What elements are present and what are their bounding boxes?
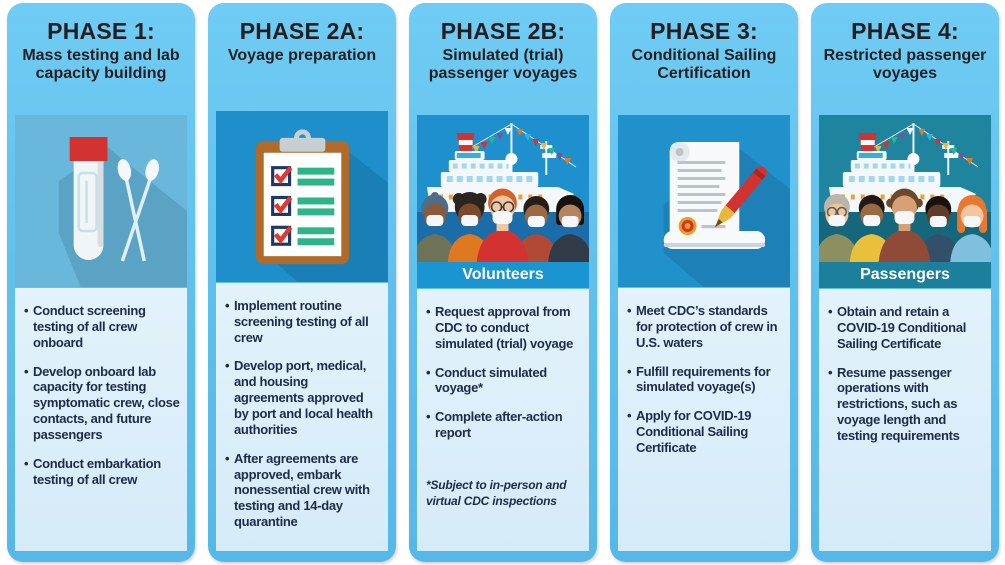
phase-2b-header (409, 3, 597, 115)
phase-2b-column (409, 3, 597, 562)
phase-4-header (811, 3, 999, 115)
phase-2a-bullet-list (225, 298, 381, 543)
bullet-item: • Fulfill requirements for simulated voyage(s) (627, 364, 783, 396)
cruise-ship-volunteers-icon (417, 115, 589, 262)
phase-2b-icon-box (417, 115, 589, 262)
phase-2a-icon-box (216, 111, 388, 282)
phase-subtitle: Simulated (trial) passenger voyages (428, 47, 578, 83)
certificate-and-pen-icon (618, 115, 790, 287)
bullet-item: • Develop port, medical, and housing agreements approved by port and local health authorities (225, 358, 381, 437)
phase-4-column (811, 3, 999, 562)
phase-subtitle: Restricted passenger voyages (823, 47, 987, 83)
bullet-item: • Conduct embarkation testing of all crew (24, 456, 180, 488)
bullet-item: • Implement routine screening testing of all crew (225, 298, 381, 346)
phase-3-bullet-panel (618, 288, 790, 551)
phase-title: PHASE 2B: (440, 18, 566, 44)
phase-subtitle: Mass testing and lab capacity building (22, 47, 180, 83)
phase-title: PHASE 1: (47, 18, 155, 44)
phase-2b-bullet-list (426, 304, 582, 454)
phase-subtitle: Conditional Sailing Certification (631, 47, 777, 83)
test-tube-and-swabs-icon (15, 115, 187, 287)
phase-4-bullet-list (828, 304, 984, 457)
phase-1-header (7, 3, 195, 115)
volunteers-band: Volunteers (417, 262, 589, 288)
bullet-item: • Conduct screening testing of all crew onboard (24, 303, 180, 351)
passengers-band: Passengers (819, 262, 991, 288)
phase-2b-bullet-panel (417, 289, 589, 551)
phase-4-bullet-panel (819, 289, 991, 551)
phase-2a-bullet-panel (216, 283, 388, 551)
phase-title: PHASE 2A: (239, 18, 365, 44)
phase-1-bullet-list (24, 303, 180, 501)
phase-2a-header (208, 3, 396, 111)
cdc-inspections-footnote: *Subject to in-person and virtual CDC inspections (426, 478, 567, 508)
bullet-item: • Develop onboard lab capacity for testing symptomatic crew, close contacts, and future passengers (24, 364, 180, 443)
bullet-item: • Meet CDC’s standards for protection of crew in U.S. waters (627, 303, 783, 351)
cruise-ship-passengers-icon (819, 115, 991, 262)
bullet-item: • Obtain and retain a COVID-19 Conditional Sailing Certificate (828, 304, 984, 352)
phase-3-column (610, 3, 798, 562)
bullet-item: • Conduct simulated voyage* (426, 365, 582, 397)
phase-3-header (610, 3, 798, 115)
phase-1-column (7, 3, 195, 562)
phase-3-icon-box (618, 115, 790, 287)
bullet-item: • Apply for COVID-19 Conditional Sailing Certificate (627, 408, 783, 456)
phase-1-bullet-panel (15, 288, 187, 551)
phase-title: PHASE 3: (650, 18, 758, 44)
checklist-clipboard-icon (216, 111, 388, 282)
phase-3-bullet-list (627, 303, 783, 469)
phase-1-icon-box (15, 115, 187, 287)
phase-title: PHASE 4: (851, 18, 959, 44)
bullet-item: • Resume passenger operations with restrictions, such as voyage length and testing requirements (828, 365, 984, 444)
phase-2a-column (208, 3, 396, 562)
phase-4-icon-box (819, 115, 991, 262)
phase-subtitle: Voyage preparation (227, 47, 377, 64)
bullet-item: • Request approval from CDC to conduct simulated (trial) voyage (426, 304, 582, 352)
bullet-item: • Complete after-action report (426, 409, 582, 441)
bullet-item: • After agreements are approved, embark nonessential crew with testing and 14-day quarantine (225, 451, 381, 530)
